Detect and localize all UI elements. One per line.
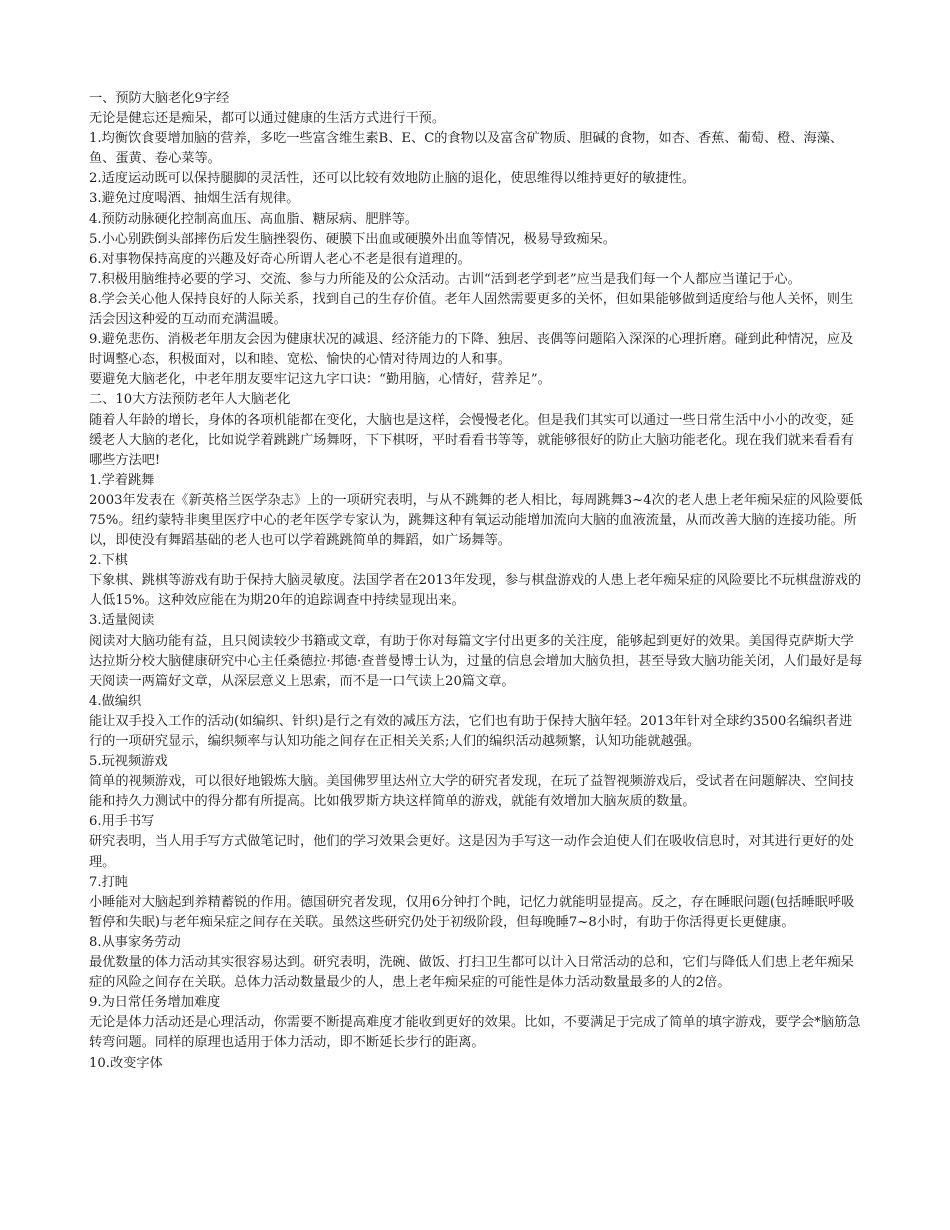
tip-item: 7.积极用脑维持必要的学习、交流、参与力所能及的公众活动。古训“活到老学到老”应当是我们每一个人都应当谨记于心。 [89, 271, 801, 287]
method-body: 研究表明，当人用手写方式做笔记时，他们的学习效果会更好。这是因为手写这一动作会迫使人们在吸收信息时，对其进行更好的处理。 [89, 834, 854, 870]
tip-item: 6.对事物保持高度的兴趣及好奇心所谓人老心不老是很有道理的。 [89, 251, 471, 267]
method-body: 2003年发表在《新英格兰医学杂志》上的一项研究表明，与从不跳舞的老人相比，每周跳舞3~4次的老人患上老年痴呆症的风险要低75%。纽约蒙特非奥里医疗中心的老年医学专家认为，跳舞这种有氧运动能增加流向大脑的血液流量，从而改善大脑的连接功能。所以，即使没有舞蹈基础的老人也可以学着跳跳简单的舞蹈，如广场舞等。 [89, 492, 863, 549]
method-title: 4.做编织 [89, 693, 142, 709]
method-title: 8.从事家务劳动 [89, 934, 181, 950]
method-title: 7.打盹 [89, 874, 128, 890]
section2-intro: 随着人年龄的增长，身体的各项机能都在变化，大脑也是这样，会慢慢老化。但是我们其实可以通过一些日常生活中小小的改变，延缓老人大脑的老化，比如说学着跳跳广场舞呀，下下棋呀，平时看看书等等，就能够很好的防止大脑功能老化。现在我们就来看看有哪些方法吧! [89, 412, 854, 468]
method-body: 无论是体力活动还是心理活动，你需要不断提高难度才能收到更好的效果。比如，不要满足于完成了简单的填字游戏，要学会*脑筋急转弯问题。同样的原理也适用于体力活动，即不断延长步行的距离。 [89, 1015, 861, 1051]
method-title: 3.适量阅读 [89, 613, 155, 629]
method-title: 10.改变字体 [89, 1055, 163, 1071]
tip-item: 5.小心别跌倒头部摔伤后发生脑挫裂伤、硬膜下出血或硬膜外出血等情况，极易导致痴呆。 [89, 231, 616, 247]
tip-item: 3.避免过度喝酒、抽烟生活有规律。 [89, 191, 300, 207]
method-body: 下象棋、跳棋等游戏有助于保持大脑灵敏度。法国学者在2013年发现，参与棋盘游戏的人患上老年痴呆症的风险要比不玩棋盘游戏的人低15%。这种效应能在为期20年的追踪调查中持续显现出来。 [89, 573, 862, 609]
section1-intro: 无论是健忘还是痴呆，都可以通过健康的生活方式进行干预。 [89, 111, 446, 127]
method-title: 5.玩视频游戏 [89, 754, 168, 770]
method-title: 6.用手书写 [89, 814, 155, 830]
section1-closing: 要避免大脑老化，中老年朋友要牢记这九字口诀：“勤用脑，心情好，营养足”。 [89, 372, 551, 388]
tip-item: 8.学会关心他人保持良好的人际关系，找到自己的生存价值。老年人固然需要更多的关怀，但如果能够做到适度给与他人关怀，则生活会因这种爱的互动而充满温暖。 [89, 291, 854, 328]
tip-item: 1.均衡饮食要增加脑的营养，多吃一些富含维生素B、E、C的食物以及富含矿物质、胆碱的食物，如杏、香蕉、葡萄、橙、海藻、鱼、蛋黄、卷心菜等。 [89, 131, 844, 167]
method-body: 最优数量的体力活动其实很容易达到。研究表明，洗碗、做饭、打扫卫生都可以计入日常活动的总和，它们与降低人们患上老年痴呆症的风险之间存在关联。总体力活动数量最少的人，患上老年痴呆症的可能性是体力活动数量最多的人的2倍。 [89, 955, 854, 991]
method-body: 小睡能对大脑起到养精蓄锐的作用。德国研究者发现，仅用6分钟打个盹，记忆力就能明显提高。反之，存在睡眠问题(包括睡眠呼吸暂停和失眠)与老年痴呆症之间存在关联。虽然这些研究仍处于初级阶段，但每晚睡7~8小时，有助于你活得更长更健康。 [89, 894, 855, 930]
section1-heading: 一、预防大脑老化9字经 [89, 91, 230, 106]
tip-item: 2.适度运动既可以保持腿脚的灵活性，还可以比较有效地防止脑的退化，使思维得以维持更好的敏捷性。 [89, 171, 696, 187]
tip-item: 4.预防动脉硬化控制高血压、高血脂、糖尿病、肥胖等。 [89, 211, 419, 227]
method-title: 9.为日常任务增加难度 [89, 995, 221, 1011]
method-body: 阅读对大脑功能有益，且只阅读较少书籍或文章，有助于你对每篇文字付出更多的关注度，能够起到更好的效果。美国得克萨斯大学达拉斯分校大脑健康研究中心主任桑德拉·邦德·查普曼博士认为，过量的信息会增加大脑负担，甚至导致大脑功能关闭，人们最好是每天阅读一两篇好文章，从深层意义上思索，而不是一口气读上20篇文章。 [89, 633, 863, 689]
method-title: 1.学着跳舞 [89, 472, 155, 488]
document-page [89, 89, 864, 1074]
method-body: 简单的视频游戏，可以很好地锻炼大脑。美国佛罗里达州立大学的研究者发现，在玩了益智视频游戏后，受试者在问题解决、空间技能和持久力测试中的得分都有所提高。比如俄罗斯方块这样简单的游戏，就能有效增加大脑灰质的数量。 [89, 774, 854, 810]
tip-item: 9.避免悲伤、消极老年朋友会因为健康状况的减退、经济能力的下降、独居、丧偶等问题陷入深深的心理折磨。碰到此种情况，应及时调整心态，积极面对，以和睦、宽松、愉快的心情对待周边的人和事。 [89, 332, 854, 368]
method-title: 2.下棋 [89, 553, 128, 569]
section2-heading: 二、10大方法预防老年人大脑老化 [89, 392, 291, 408]
method-body: 能让双手投入工作的活动(如编织、针织)是行之有效的减压方法，它们也有助于保持大脑年轻。2013年针对全球约3500名编织者进行的一项研究显示，编织频率与认知功能之间存在正相关关系;人们的编织活动越频繁，认知功能就越强。 [89, 713, 853, 749]
